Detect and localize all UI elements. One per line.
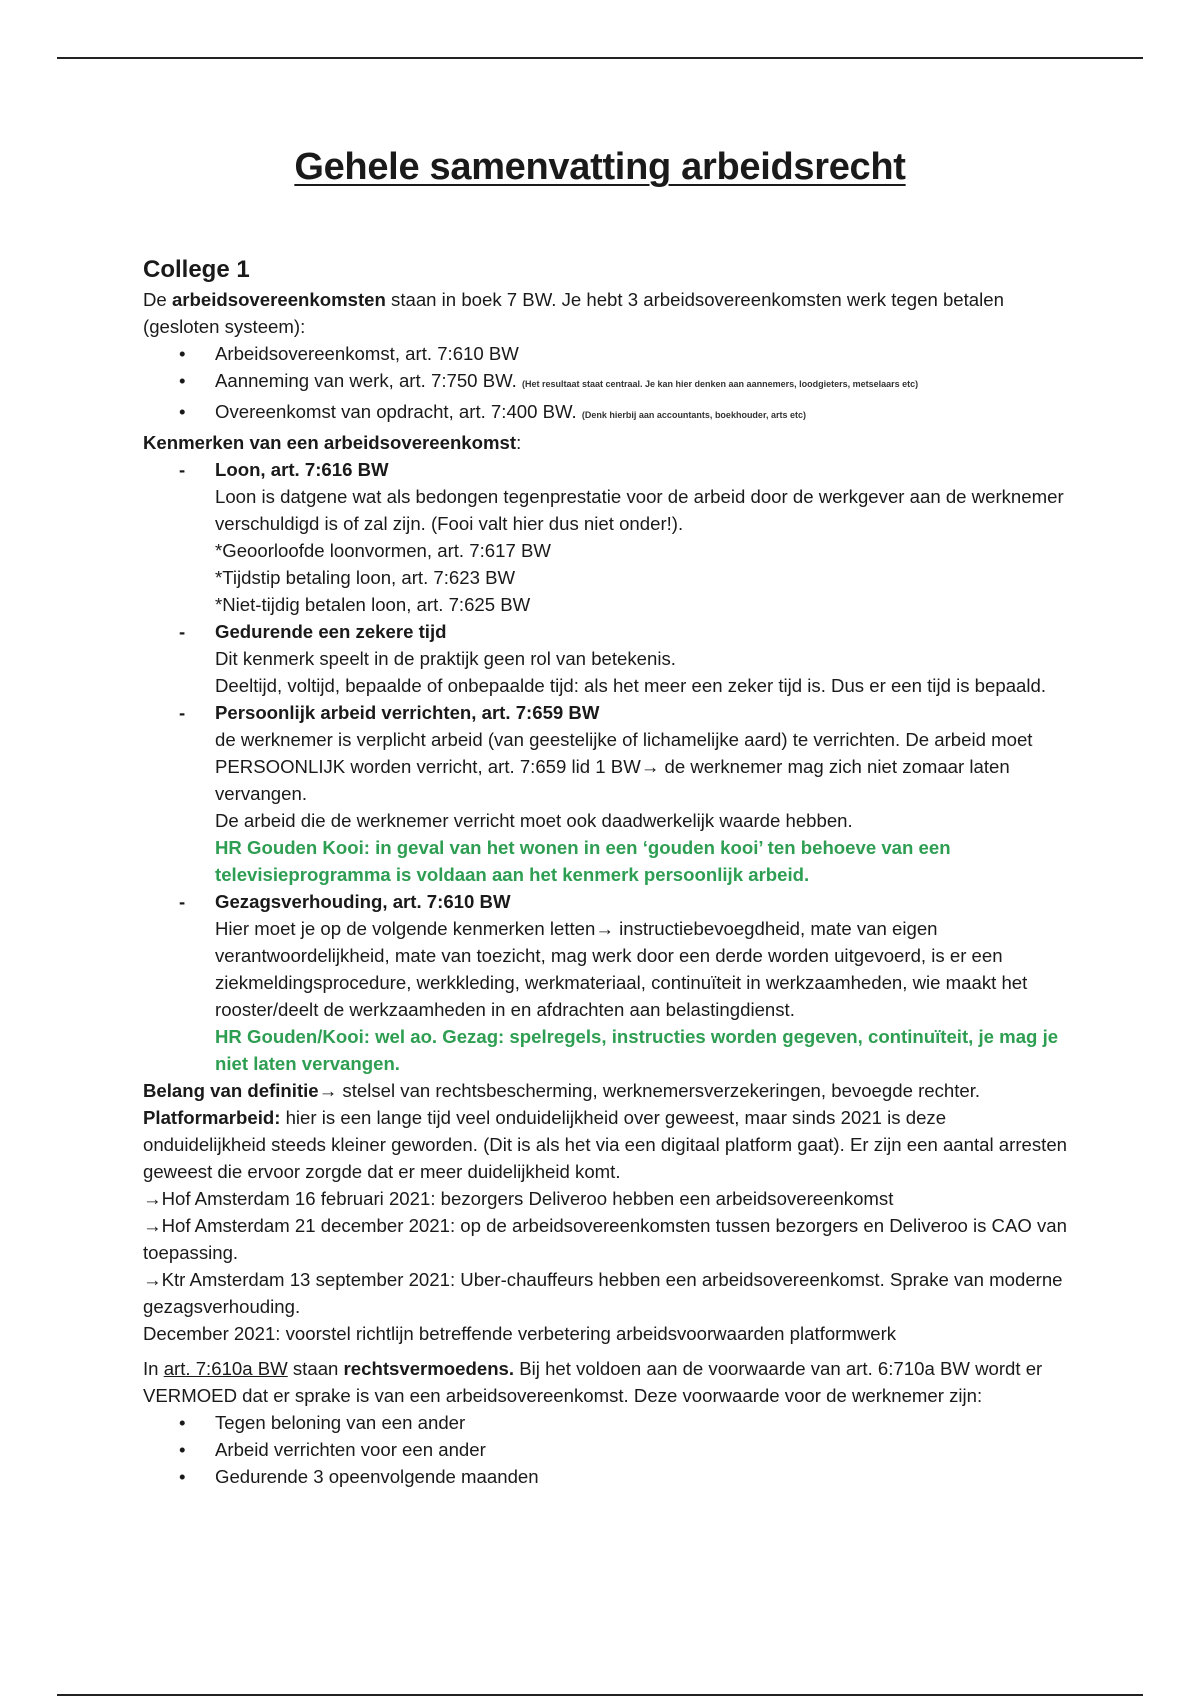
case-line: →Hof Amsterdam 16 februari 2021: bezorgers Deliveroo hebben een arbeidsovereenkomst <box>143 1188 894 1209</box>
kenmerk-loon <box>179 456 1073 618</box>
intro-text-post: staan in boek 7 BW. Je hebt 3 arbeidsovereenkomsten werk tegen betalen (gesloten systeem): <box>143 289 1004 337</box>
platform-paragraph <box>143 1104 1073 1185</box>
kenmerk-text: Hier moet je op de volgende kenmerken letten→ instructiebevoegdheid, mate van eigen verantwoordelijkheid, mate van toezicht, mag werk door een derde worden uitgevoerd, is er een ziekmeldingsprocedure, werkkleding, werkmateriaal, continuïteit in werkzaamheden, wie maakt het rooster/deelt de werkzaamheden in en afdrachten aan belastingdienst. <box>215 918 1028 1020</box>
list-item: • Tegen beloning van een ander <box>179 1409 1073 1436</box>
kenmerk-text: Loon is datgene wat als bedongen tegenprestatie voor de arbeid door de werkgever aan de werknemer verschuldigd is of zal zijn. (Fooi valt hier dus niet onder!). <box>215 486 1064 534</box>
kenmerk-title: - Gedurende een zekere tijd <box>215 621 447 642</box>
voorwaarden-list <box>143 1409 1073 1490</box>
kenmerk-subitem: *Tijdstip betaling loon, art. 7:623 BW <box>215 567 516 588</box>
kenmerk-subitem: *Niet-tijdig betalen loon, art. 7:625 BW <box>215 594 531 615</box>
vermoeden-text: Bij het voldoen aan de voorwaarde van art. 6:710a BW wordt er VERMOED dat er sprake is van een arbeidsovereenkomst. Deze voorwaarde voor de werknemer zijn: <box>143 1358 1043 1406</box>
kenmerken-heading-text: Kenmerken van een arbeidsovereenkomst <box>143 432 517 453</box>
article-reference: art. 7:610a BW <box>163 1358 288 1379</box>
kenmerk-text: Dit kenmerk speelt in de praktijk geen rol van betekenis. <box>215 648 676 669</box>
kenmerk-title: - Gezagsverhouding, art. 7:610 BW <box>215 891 511 912</box>
kenmerk-gezag <box>179 888 1073 1077</box>
kenmerken-colon: : <box>516 432 522 453</box>
list-item-note: (Het resultaat staat centraal. Je kan hier denken aan aannemers, loodgieters, metselaars etc) <box>521 379 919 389</box>
case-line: →Hof Amsterdam 21 december 2021: op de arbeidsovereenkomsten tussen bezorgers en Deliveroo is CAO van toepassing. <box>143 1215 1067 1263</box>
list-item <box>179 367 1073 398</box>
page-title: Gehele samenvatting arbeidsrecht <box>294 146 906 188</box>
kenmerk-tijd <box>179 618 1073 699</box>
kenmerk-persoonlijk <box>179 699 1073 888</box>
list-item-text: Aanneming van werk, art. 7:750 BW. <box>215 370 517 391</box>
kenmerk-title: - Persoonlijk arbeid verrichten, art. 7:659 BW <box>215 702 600 723</box>
intro-bold-term: arbeidsovereenkomsten <box>171 289 386 310</box>
vermoeden-text: staan <box>287 1358 344 1379</box>
kenmerk-text: De arbeid die de werknemer verricht moet ook daadwerkelijk waarde hebben. <box>215 810 853 831</box>
section-heading: College 1 <box>143 256 250 283</box>
intro-text: De <box>143 289 172 310</box>
belang-bold: Belang van definitie→ <box>143 1080 338 1101</box>
contract-types-list <box>143 340 1073 429</box>
kenmerk-text: Deeltijd, voltijd, bepaalde of onbepaalde tijd: als het meer een zeker tijd is. Dus er een tijd is bepaald. <box>215 675 1047 696</box>
list-item: • Arbeid verrichten voor een ander <box>179 1436 1073 1463</box>
kenmerk-subitem: *Geoorloofde loonvormen, art. 7:617 BW <box>215 540 551 561</box>
spacer <box>143 1347 1073 1355</box>
case-line: →Ktr Amsterdam 13 september 2021: Uber-chauffeurs hebben een arbeidsovereenkomst. Sprake van moderne gezagsverhouding. <box>143 1269 1063 1317</box>
platform-text: hier is een lange tijd veel onduidelijkheid over geweest, maar sinds 2021 is deze onduidelijkheid steeds kleiner geworden. (Dit is als het via een digitaal platform gaat). Er zijn een aantal arresten geweest die ervoor zorgde dat er meer duidelijkheid komt. <box>143 1107 1068 1182</box>
case-highlight: HR Gouden Kooi: in geval van het wonen in een ‘gouden kooi’ ten behoeve van een televisieprogramma is voldaan aan het kenmerk persoonlijk arbeid. <box>215 837 951 885</box>
intro-paragraph <box>143 286 1073 340</box>
belang-text: stelsel van rechtsbescherming, werknemersverzekeringen, bevoegde rechter. <box>337 1080 981 1101</box>
kenmerk-text: de werknemer is verplicht arbeid (van geestelijke of lichamelijke aard) te verrichten. De arbeid moet PERSOONLIJK worden verricht, art. 7:659 lid 1 BW→ de werknemer mag zich niet zomaar laten vervangen. <box>215 729 1033 804</box>
kenmerk-title: - Loon, art. 7:616 BW <box>215 459 389 480</box>
list-item: • Gedurende 3 opeenvolgende maanden <box>179 1463 1073 1490</box>
vermoeden-paragraph <box>143 1355 1073 1409</box>
top-rule <box>57 57 1143 59</box>
list-item <box>179 340 1073 367</box>
list-item-text: Arbeidsovereenkomst, art. 7:610 BW <box>215 343 519 364</box>
list-item-note: (Denk hierbij aan accountants, boekhouder, arts etc) <box>581 410 806 420</box>
case-highlight: HR Gouden/Kooi: wel ao. Gezag: spelregels, instructies worden gegeven, continuïteit, je mag je niet laten vervangen. <box>215 1026 1059 1074</box>
kenmerken-list <box>143 456 1073 1077</box>
vermoeden-text: In <box>143 1358 164 1379</box>
platform-bold: Platformarbeid: <box>143 1107 281 1128</box>
kenmerken-heading <box>143 429 1073 456</box>
document-body <box>143 254 1073 1490</box>
list-item-text: Overeenkomst van opdracht, art. 7:400 BW. <box>215 401 577 422</box>
december-line: December 2021: voorstel richtlijn betreffende verbetering arbeidsvoorwaarden platformwerk <box>143 1323 897 1344</box>
belang-paragraph <box>143 1077 1073 1104</box>
bottom-rule <box>57 1694 1143 1696</box>
vermoeden-bold: rechtsvermoedens. <box>343 1358 515 1379</box>
list-item <box>179 398 1073 429</box>
